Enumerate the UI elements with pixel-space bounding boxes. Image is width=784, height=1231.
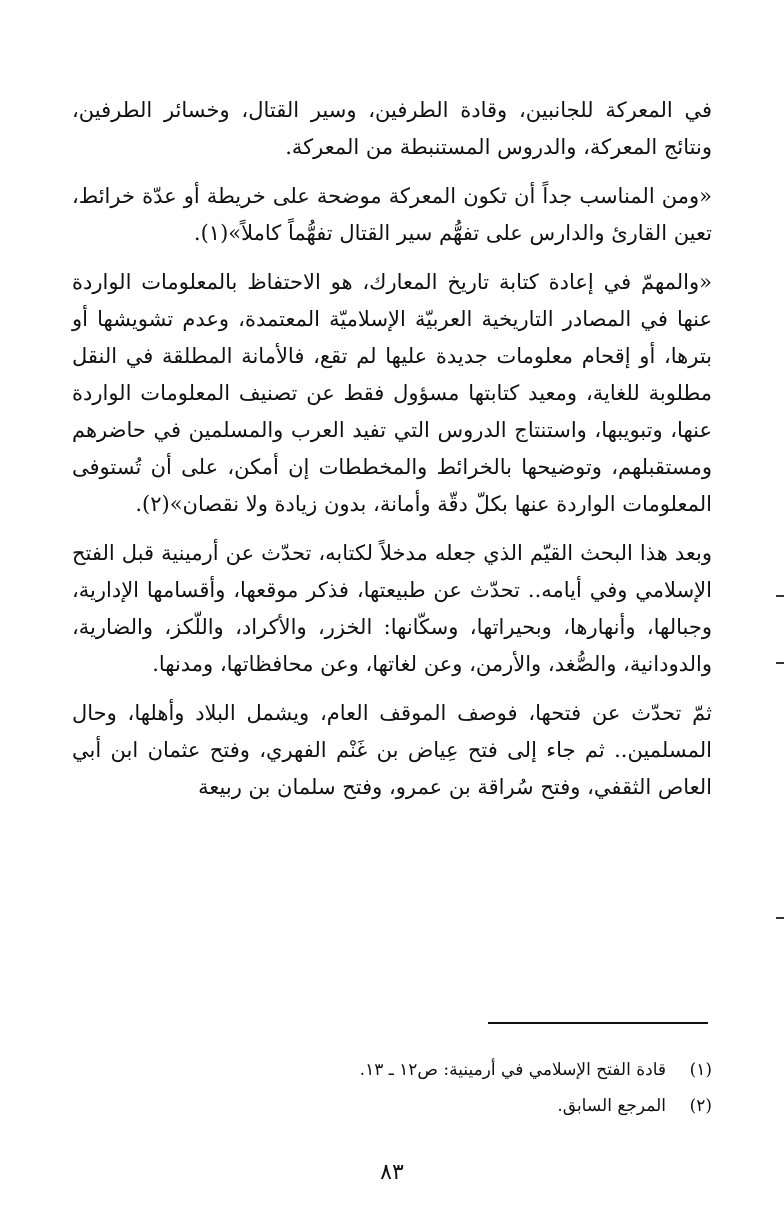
footnotes [72, 1052, 712, 1124]
footnote-number: (٢) [689, 1096, 712, 1116]
margin-mark [776, 595, 784, 597]
footnote-divider [488, 1022, 708, 1024]
footnote-text: المرجع السابق. [557, 1096, 666, 1116]
paragraph-1: في المعركة للجانبين، وقادة الطرفين، وسير القتال، وخسائر الطرفين، ونتائج المعركة، والدروس المستنبطة من المعركة. [72, 98, 712, 159]
paragraph-3: «والمهمّ في إعادة كتابة تاريخ المعارك، هو الاحتفاظ بالمعلومات الواردة عنها في المصادر التاريخية العربيّة الإسلاميّة المعتمدة، وعدم تشويشها أو بترها، أو إقحام معلومات جديدة عليها لم تقع، فالأمانة المطلقة في النقل مطلوبة للغاية، ومعيد كتابتها مسؤول فقط عن تصنيف المعلومات الواردة عنها، وتبويبها، واستنتاج الدروس التي تفيد العرب والمسلمين في حاضرهم ومستقبلهم، وتوضيحها بالخرائط والمخططات إن أمكن، على أن تُستوفى المعلومات الواردة عنها بكلّ دقّة وأمانة، بدون زيادة ولا نقصان»(٢). [72, 270, 713, 516]
margin-mark [776, 917, 784, 919]
page-number: ٨٣ [380, 1160, 404, 1185]
footnote-2 [72, 1088, 712, 1124]
paragraph-5: ثمّ تحدّث عن فتحها، فوصف الموقف العام، ويشمل البلاد وأهلها، وحال المسلمين.. ثم جاء إلى فتح عِياض بن غَنْم الفهري، وفتح عثمان ابن أبي العاص الثقفي، وفتح سُراقة بن عمرو، وفتح سلمان بن ربيعة [72, 701, 712, 799]
paragraph-4: وبعد هذا البحث القيّم الذي جعله مدخلاً لكتابه، تحدّث عن أرمينية قبل الفتح الإسلامي وفي أيامه.. تحدّث عن طبيعتها، فذكر موقعها، وأقسامها الإدارية، وجبالها، وأنهارها، وبحيراتها، وسكّانها: الخزر، والأكراد، واللّكز، والضارية، والدودانية، والصُّغد، والأرمن، وعن لغاتها، وعن محافظاتها، ومدنها. [72, 541, 712, 676]
margin-mark [776, 662, 784, 664]
paragraph-2: «ومن المناسب جداً أن تكون المعركة موضحة على خريطة أو عدّة خرائط، تعين القارئ والدارس على تفهُّم سير القتال تفهُّماً كاملاً»(١). [72, 184, 713, 245]
footnote-text: قادة الفتح الإسلامي في أرمينية: ص١٢ ـ ١٣. [359, 1060, 666, 1080]
footnote-1 [72, 1052, 712, 1088]
footnote-number: (١) [689, 1060, 712, 1080]
body-text [72, 92, 712, 818]
